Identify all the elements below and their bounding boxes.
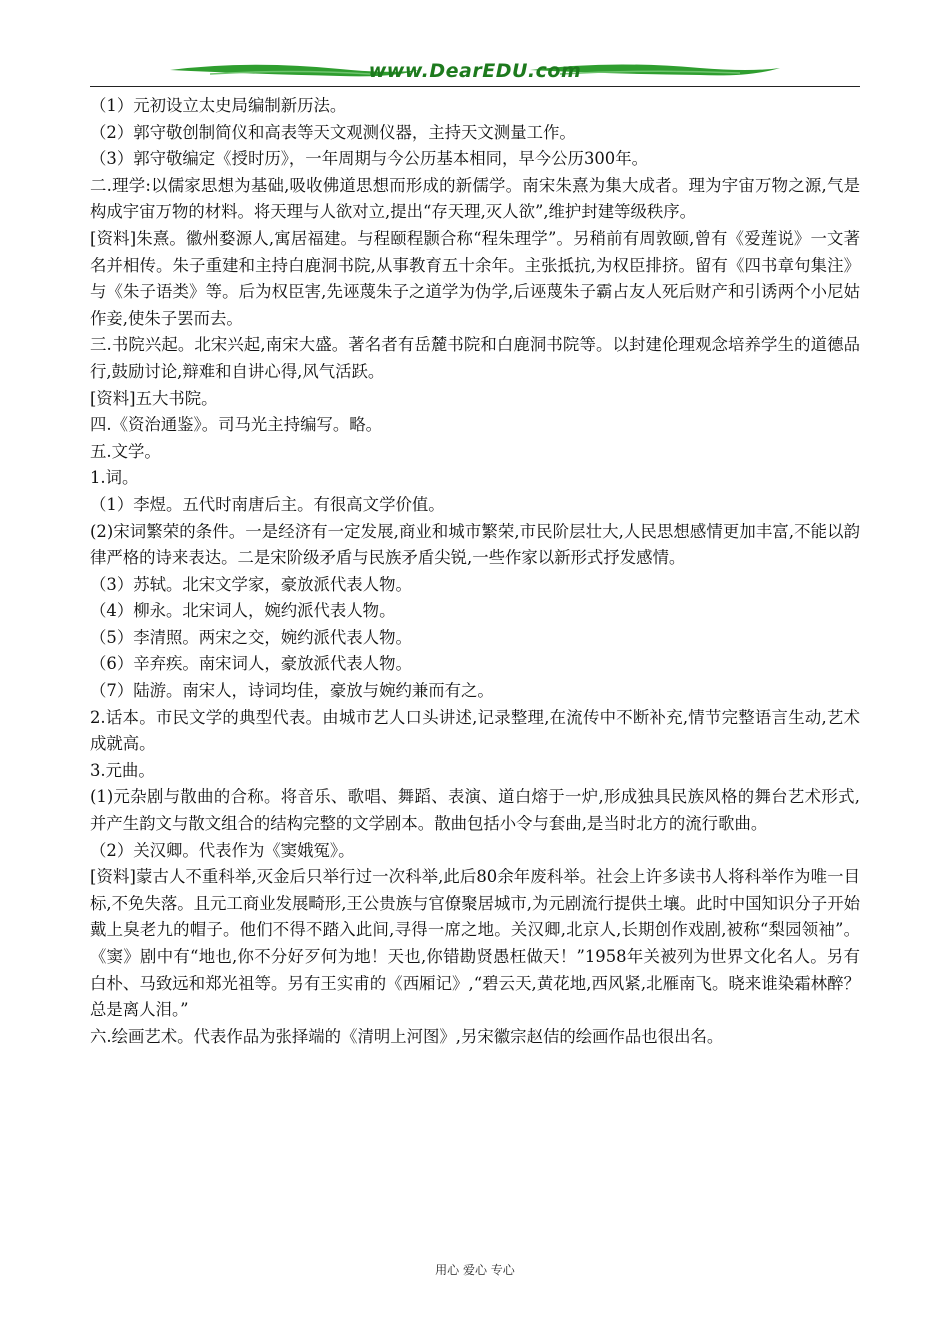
paragraph: （1）李煜。五代时南唐后主。有很高文学价值。: [90, 494, 445, 514]
paragraph: (1)元杂剧与散曲的合称。将音乐、歌唱、舞蹈、表演、道白熔于一炉,形成独具民族风格的舞台艺术形式,并产生韵文与散文组合的结构完整的文学剧本。散曲包括小令与套曲,是当时北方的流行歌曲。: [90, 787, 860, 834]
paragraph: （2）郭守敬创制简仪和高表等天文观测仪器，主持天文测量工作。: [90, 122, 576, 142]
paragraph: （1）元初设立太史局编制新历法。: [90, 96, 347, 115]
paragraph: （4）柳永。北宋词人，婉约派代表人物。: [90, 601, 396, 621]
site-name: www.DearEDU.com: [368, 60, 582, 82]
paragraph: （3）郭守敬编定《授时历》，一年周期与今公历基本相同，早今公历300年。: [90, 149, 649, 169]
document-body: [90, 93, 860, 1050]
reference-paragraph: [资料]蒙古人不重科举,灭金后只举行过一次科举,此后80余年废科举。社会上许多读书人将科举作为唯一目标,不免失落。且元工商业发展畸形,王公贵族与官僚聚居城市,为元剧流行提供土壤。此时中国知识分子开始戴上臭老九的帽子。他们不得不踏入此间,寻得一席之地。关汉卿,北京人,长期创作戏剧,被称“梨园领袖”。《窦》剧中有“地也,你不分好歹何为地！天也,你错勘贤愚枉做天！”1958年关被列为世界文化名人。另有白朴、马致远和郑光祖等。另有王实甫的《西厢记》,“碧云天,黄花地,西风紧,北雁南飞。晓来谁染霜林醉？总是离人泪。”: [90, 867, 860, 1020]
paragraph: （5）李清照。两宋之交，婉约派代表人物。: [90, 627, 412, 647]
paragraph: （3）苏轼。北宋文学家，豪放派代表人物。: [90, 574, 412, 594]
section-heading-paragraph: 三.书院兴起。北宋兴起,南宋大盛。著名者有岳麓书院和白鹿洞书院等。以封建伦理观念培养学生的道德品行,鼓励讨论,辩难和自讲心得,风气活跃。: [90, 335, 860, 381]
paragraph: （7）陆游。南宋人，诗词均佳，豪放与婉约兼而有之。: [90, 681, 494, 701]
reference-paragraph: [资料]朱熹。徽州婺源人,寓居福建。与程颐程颢合称“程朱理学”。另稍前有周敦颐,曾有《爱莲说》一文著名并相传。朱子重建和主持白鹿洞书院,从事教育五十余年。主张抵抗,为权臣排挤。留有《四书章句集注》与《朱子语类》等。后为权臣害,先诬蔑朱子之道学为伪学,后诬蔑朱子霸占友人死后财产和引诱两个小尼姑作妾,使朱子罢而去。: [90, 228, 860, 328]
page-footer: 用心 爱心 专心: [435, 1263, 515, 1277]
paragraph: （2）关汉卿。代表作为《窦娥冤》。: [90, 840, 355, 860]
subsection-heading: 1.词。: [90, 468, 139, 488]
section-heading-paragraph: 五.文学。: [90, 441, 161, 461]
paragraph: （6）辛弃疾。南宋词人，豪放派代表人物。: [90, 654, 412, 674]
header-rule: [90, 86, 860, 87]
section-heading-paragraph: 二.理学:以儒家思想为基础,吸收佛道思想而形成的新儒学。南宋朱熹为集大成者。理为宇宙万物之源,气是构成宇宙万物的材料。将天理与人欲对立,提出“存天理,灭人欲”,维护封建等级秩序。: [90, 175, 860, 222]
reference-paragraph: [资料]五大书院。: [90, 388, 218, 408]
subsection-heading-paragraph: 2.话本。市民文学的典型代表。由城市艺人口头讲述,记录整理,在流传中不断补充,情节完整语言生动,艺术成就高。: [90, 707, 860, 754]
subsection-heading: 3.元曲。: [90, 760, 155, 780]
paragraph: (2)宋词繁荣的条件。一是经济有一定发展,商业和城市繁荣,市民阶层壮大,人民思想感情更加丰富,不能以韵律严格的诗来表达。二是宋阶级矛盾与民族矛盾尖锐,一些作家以新形式抒发感情。: [90, 521, 860, 568]
section-heading-paragraph: 六.绘画艺术。代表作品为张择端的《清明上河图》,另宋徽宗赵佶的绘画作品也很出名。: [90, 1026, 724, 1046]
section-heading-paragraph: 四.《资治通鉴》。司马光主持编写。略。: [90, 415, 383, 435]
site-header-banner: [90, 56, 860, 90]
